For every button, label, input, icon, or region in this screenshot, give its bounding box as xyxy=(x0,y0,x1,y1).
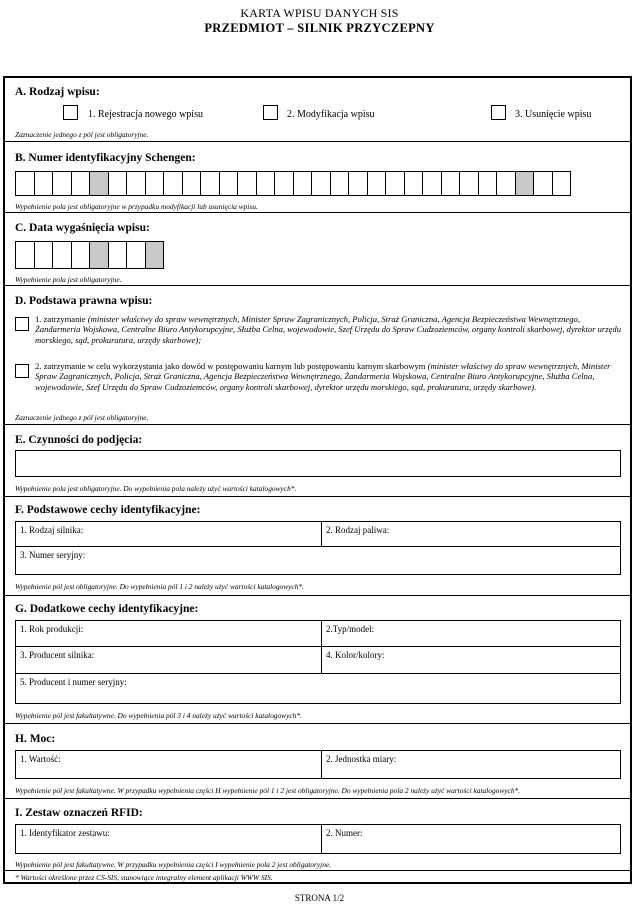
schengen-number-cell[interactable] xyxy=(53,172,72,195)
engine-manufacturer-label: 3. Producent silnika: xyxy=(20,650,95,660)
checkbox-legal-basis-1[interactable] xyxy=(15,317,29,331)
rfid-set-id-field[interactable] xyxy=(15,824,322,854)
checkbox-delete-entry[interactable] xyxy=(491,105,506,120)
section-d-title: D. Podstawa prawna wpisu: xyxy=(15,295,153,307)
production-year-label: 1. Rok produkcji: xyxy=(20,624,84,634)
power-unit-label: 2. Jednostka miary: xyxy=(326,754,397,764)
schengen-number-cell[interactable] xyxy=(164,172,183,195)
section-c-note: Wypełnienie pola jest obligatoryjne. xyxy=(15,275,122,284)
schengen-number-cell[interactable] xyxy=(238,172,257,195)
expiry-date-cell[interactable] xyxy=(53,242,72,268)
section-f-note: Wypełnienie pól jest obligatoryjne. Do wypełnienia pól 1 i 2 należy użyć wartości katalogowych*. xyxy=(15,582,304,591)
schengen-number-cell[interactable] xyxy=(275,172,294,195)
section-c xyxy=(5,212,630,285)
expiry-date-cell[interactable] xyxy=(146,242,165,268)
section-i-note: Wypełnienie pól jest fakultatywne. W przypadku wypełnienia części I wypełnienie pola 2 jest obligatoryjne. xyxy=(15,860,332,869)
expiry-date-cell[interactable] xyxy=(109,242,128,268)
schengen-number-cell[interactable] xyxy=(16,172,35,195)
schengen-number-cell[interactable] xyxy=(183,172,202,195)
section-h-note: Wypełnienie pól jest fakultatywne. W przypadku wypełnienia części H wypełnienie pól 1 i 2 jest obligatoryjne. Do wypełnienia pola 2 należy użyć wartości katalogowych*. xyxy=(15,786,521,795)
schengen-number-cell[interactable] xyxy=(368,172,387,195)
expiry-date-cell[interactable] xyxy=(16,242,35,268)
label-modify-entry: 2. Modyfikacja wpisu xyxy=(287,109,375,120)
schengen-number-cell[interactable] xyxy=(331,172,350,195)
schengen-number-cell[interactable] xyxy=(423,172,442,195)
schengen-number-cell[interactable] xyxy=(72,172,91,195)
expiry-date-cell[interactable] xyxy=(72,242,91,268)
expiry-date-grid[interactable] xyxy=(15,241,164,269)
section-a-title: A. Rodzaj wpisu: xyxy=(15,86,100,98)
section-a-note: Zaznaczenie jednego z pól jest obligatoryjne. xyxy=(15,130,149,139)
expiry-date-cell[interactable] xyxy=(35,242,54,268)
manufacturer-serial-label: 5. Producent i numer seryjny: xyxy=(20,677,127,687)
schengen-number-cell[interactable] xyxy=(386,172,405,195)
section-e-note: Wypełnienie pola jest obligatoryjne. Do wypełnienia pola należy użyć wartości katalogowych*. xyxy=(15,484,297,493)
schengen-number-cell[interactable] xyxy=(146,172,165,195)
form-title: KARTA WPISU DANYCH SIS xyxy=(240,6,399,20)
engine-type-label: 1. Rodzaj silnika: xyxy=(20,525,84,535)
section-h xyxy=(5,723,630,798)
rfid-number-field[interactable] xyxy=(321,824,621,854)
engine-type-field[interactable] xyxy=(15,521,322,547)
schengen-number-cell[interactable] xyxy=(294,172,313,195)
section-d xyxy=(5,285,630,424)
label-new-entry: 1. Rejestracja nowego wpisu xyxy=(88,109,203,120)
section-a xyxy=(5,78,630,141)
engine-manufacturer-field[interactable] xyxy=(15,646,322,674)
label-delete-entry: 3. Usunięcie wpisu xyxy=(515,109,592,120)
section-f xyxy=(5,496,630,595)
type-model-field[interactable] xyxy=(321,620,621,647)
actions-field[interactable] xyxy=(15,450,621,477)
section-b-title: B. Numer identyfikacyjny Schengen: xyxy=(15,152,196,164)
section-g xyxy=(5,595,630,723)
checkbox-legal-basis-2[interactable] xyxy=(15,364,29,378)
section-g-title: G. Dodatkowe cechy identyfikacyjne: xyxy=(15,603,199,615)
schengen-number-cell[interactable] xyxy=(349,172,368,195)
checkbox-modify-entry[interactable] xyxy=(263,105,278,120)
serial-number-field[interactable] xyxy=(15,546,621,575)
fuel-type-label: 2. Rodzaj paliwa: xyxy=(326,525,390,535)
colors-field[interactable] xyxy=(321,646,621,674)
rfid-number-label: 2. Numer: xyxy=(326,828,363,838)
section-c-title: C. Data wygaśnięcia wpisu: xyxy=(15,222,150,234)
expiry-date-cell[interactable] xyxy=(127,242,146,268)
schengen-number-cell[interactable] xyxy=(35,172,54,195)
schengen-number-cell[interactable] xyxy=(516,172,535,195)
footnote: * Wartości określone przez CS-SIS, stanowiące integralny element aplikacji WWW SIS. xyxy=(15,873,273,882)
legal-basis-2-text: 2. zatrzymanie w celu wykorzystania jako dowód w postępowaniu karnym lub postępowaniu karnym skarbowym (minister właściwy do spraw wewnętrznych, Minister Spraw Zagranicznych, Policja, Straż Graniczna, Agencja Bezpieczeństwa Wewnętrznego, Żandarmeria Wojskowa, Centralne Biuro Antykorupcyjne, Służba Celna, wojewodowie, Szef Urzędu do Spraw Cudzoziemców, organy kontroli skarbowej, dyrektor urzędu morskiego, sąd, prokuratura, urzędy skarbowe). xyxy=(35,361,611,392)
schengen-number-cell[interactable] xyxy=(479,172,498,195)
fuel-type-field[interactable] xyxy=(321,521,621,547)
schengen-number-cell[interactable] xyxy=(201,172,220,195)
power-value-field[interactable] xyxy=(15,750,322,779)
section-i-title: I. Zestaw oznaczeń RFID: xyxy=(15,807,143,819)
schengen-number-cell[interactable] xyxy=(220,172,239,195)
rfid-set-id-label: 1. Identyfikator zestawu: xyxy=(20,828,110,838)
schengen-number-grid[interactable] xyxy=(15,171,571,196)
type-model-label: 2.Typ/model: xyxy=(326,624,375,634)
section-g-note: Wypełnienie pól jest fakultatywne. Do wypełnienia pól 3 i 4 należy użyć wartości katalogowych*. xyxy=(15,711,302,720)
schengen-number-cell[interactable] xyxy=(553,172,572,195)
power-unit-field[interactable] xyxy=(321,750,621,779)
schengen-number-cell[interactable] xyxy=(534,172,553,195)
schengen-number-cell[interactable] xyxy=(497,172,516,195)
schengen-number-cell[interactable] xyxy=(257,172,276,195)
checkbox-new-entry[interactable] xyxy=(63,105,78,120)
expiry-date-cell[interactable] xyxy=(90,242,109,268)
section-h-title: H. Moc: xyxy=(15,733,56,745)
section-b-note: Wypełnienie pola jest obligatoryjne w przypadku modyfikacji lub usunięcia wpisu. xyxy=(15,202,258,211)
schengen-number-cell[interactable] xyxy=(90,172,109,195)
section-i xyxy=(5,798,630,870)
page-number: STRONA 1/2 xyxy=(294,893,345,903)
schengen-number-cell[interactable] xyxy=(127,172,146,195)
section-e xyxy=(5,424,630,496)
form-subtitle: PRZEDMIOT – SILNIK PRZYCZEPNY xyxy=(204,21,435,35)
footnote-row xyxy=(5,870,630,884)
section-d-note: Zaznaczenie jednego z pól jest obligatoryjne. xyxy=(15,413,149,422)
power-value-label: 1. Wartość: xyxy=(20,754,61,764)
schengen-number-cell[interactable] xyxy=(109,172,128,195)
legal-basis-1-text: 1. zatrzymanie (minister właściwy do spraw wewnętrznych, Minister Spraw Zagranicznych, Policja, Straż Graniczna, Agencja Bezpieczeństwa Wewnętrznego, Żandarmeria Wojskowa, Centralne Biuro Antykorupcyjne, Służba Celna, wojewodowie, Szef Urzędu do Spraw Cudzoziemców, organy kontroli skarbowej, dyrektor urzędu morskiego, sąd, prokuratura, urzędy skarbowe); xyxy=(35,314,622,345)
section-b xyxy=(5,141,630,212)
production-year-field[interactable] xyxy=(15,620,322,647)
schengen-number-cell[interactable] xyxy=(460,172,479,195)
colors-label: 4. Kolor/kolory: xyxy=(326,650,385,660)
section-e-title: E. Czynności do podjęcia: xyxy=(15,434,143,446)
serial-number-label: 3. Numer seryjny: xyxy=(20,550,86,560)
schengen-number-cell[interactable] xyxy=(442,172,461,195)
schengen-number-cell[interactable] xyxy=(405,172,424,195)
form-body xyxy=(3,76,632,884)
section-f-title: F. Podstawowe cechy identyfikacyjne: xyxy=(15,504,201,516)
manufacturer-serial-field[interactable] xyxy=(15,673,621,704)
schengen-number-cell[interactable] xyxy=(312,172,331,195)
